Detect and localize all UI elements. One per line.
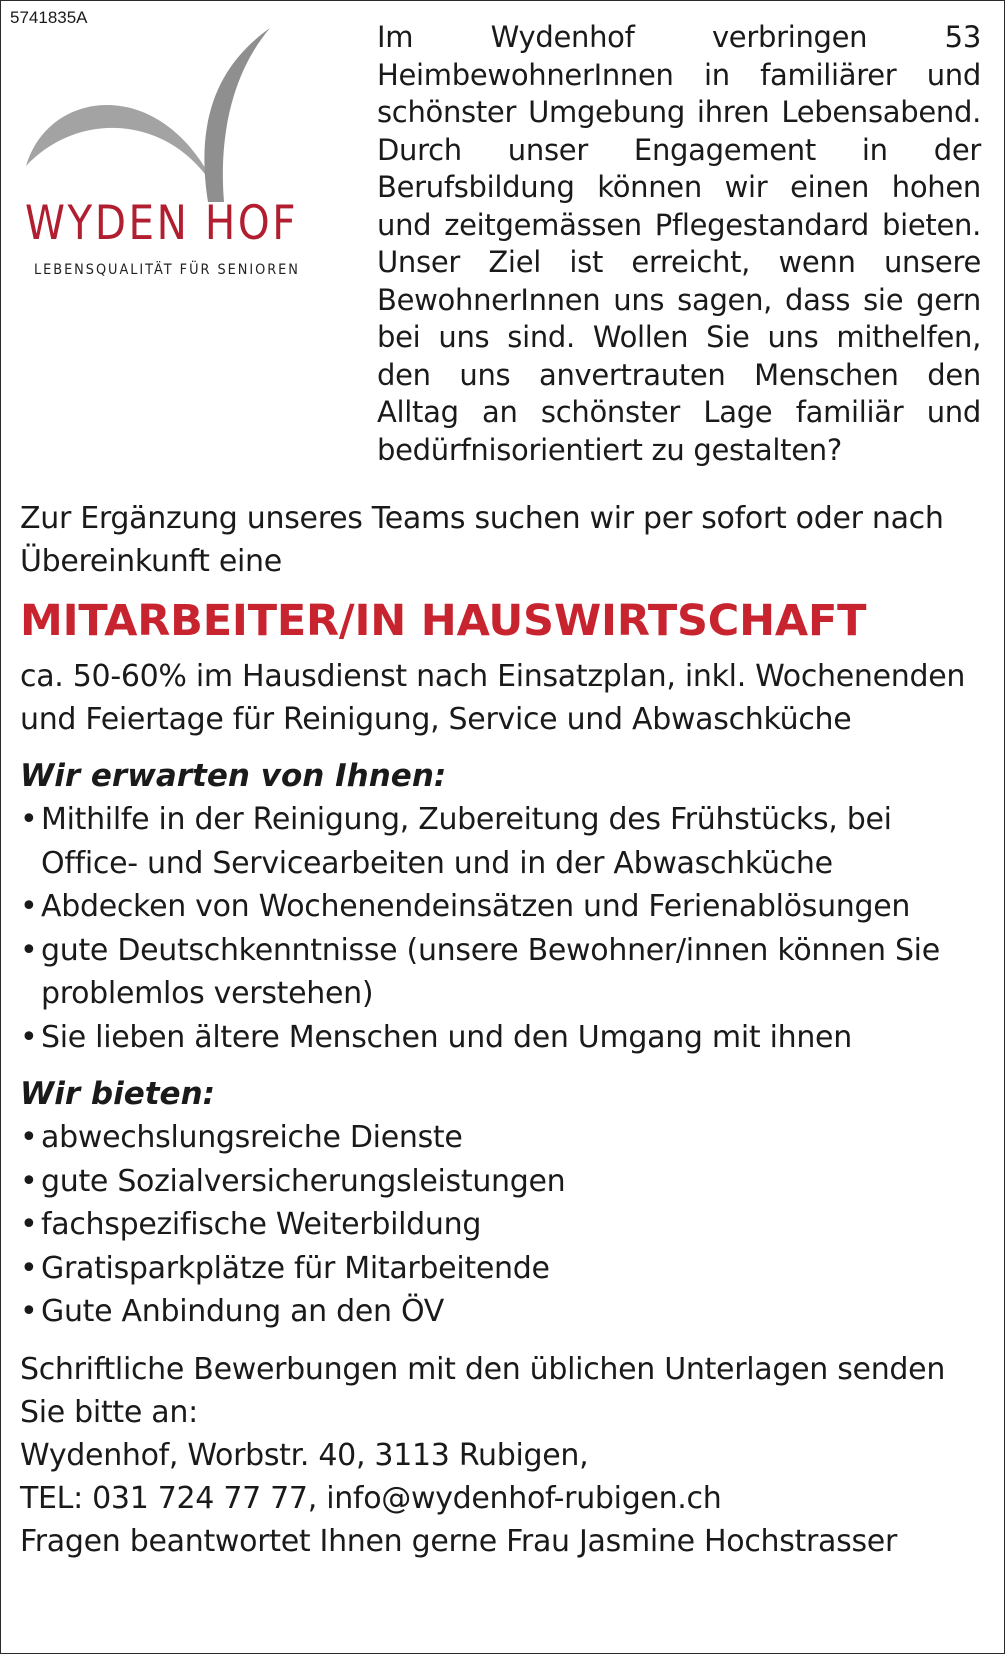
list-item: • Abdecken von Wochenendeinsätzen und Ferienablösungen bbox=[20, 885, 990, 929]
contact-intro: Schriftliche Bewerbungen mit den üblichen Unterlagen senden Sie bitte an: bbox=[20, 1351, 946, 1430]
contact-questions: Fragen beantwortet Ihnen gerne Frau Jasmine Hochstrasser bbox=[20, 1523, 897, 1559]
list-item: • gute Sozialversicherungsleistungen bbox=[20, 1160, 990, 1204]
contact-phone-email: TEL: 031 724 77 77, info@wydenhof-rubigen.ch bbox=[20, 1480, 722, 1516]
offers-list bbox=[20, 1116, 990, 1334]
expectations-title: Wir erwarten von Ihnen: bbox=[20, 758, 447, 794]
contact-address: Wydenhof, Worbstr. 40, 3113 Rubigen, bbox=[20, 1437, 589, 1473]
list-item: • Gratisparkplätze für Mitarbeitende bbox=[20, 1247, 990, 1291]
job-title: MITARBEITER/IN HAUSWIRTSCHAFT bbox=[20, 596, 867, 646]
offers-title: Wir bieten: bbox=[20, 1076, 216, 1112]
lead-paragraph: Zur Ergänzung unseres Teams suchen wir per sofort oder nach Übereinkunft eine bbox=[20, 501, 944, 579]
list-item: • fachspezifische Weiterbildung bbox=[20, 1203, 990, 1247]
intro-paragraph: Im Wydenhof verbringen 53 HeimbewohnerInnen in familiärer und schönster Umgebung ihren Lebensabend. Durch unser Engagement in der Berufsbildung können wir einen hohen und zeitgemässen Pflegestandard bieten. Unser Ziel ist erreicht, wenn unsere BewohnerInnen uns sagen, dass sie gern bei uns sind. Wollen Sie uns mithelfen, den uns anvertrauten Menschen den Alltag an schönster Lage familiär und bedürfnisorientiert zu gestalten? bbox=[377, 20, 981, 467]
logo-swoosh-icon bbox=[22, 24, 352, 214]
list-item: • abwechslungsreiche Dienste bbox=[20, 1116, 990, 1160]
logo-name: WYDEN HOF bbox=[25, 196, 299, 251]
list-item: • Gute Anbindung an den ÖV bbox=[20, 1290, 990, 1334]
logo-tagline: LEBENSQUALITÄT FÜR SENIOREN bbox=[34, 262, 300, 278]
list-item: • gute Deutschkenntnisse (unsere Bewohner/innen können Sie problemlos verstehen) bbox=[20, 929, 990, 1016]
expectations-list bbox=[20, 798, 990, 1059]
list-item: • Sie lieben ältere Menschen und den Umgang mit ihnen bbox=[20, 1016, 990, 1060]
ad-id: 5741835A bbox=[10, 8, 88, 27]
main-content bbox=[20, 497, 990, 1563]
wydenhof-logo bbox=[22, 24, 352, 286]
list-item: • Mithilfe in der Reinigung, Zubereitung des Frühstücks, bei Office- und Servicearbeiten und in der Abwaschküche bbox=[20, 798, 990, 885]
job-description: ca. 50-60% im Hausdienst nach Einsatzplan, inkl. Wochenenden und Feiertage für Reinigung, Service und Abwaschküche bbox=[20, 659, 966, 737]
